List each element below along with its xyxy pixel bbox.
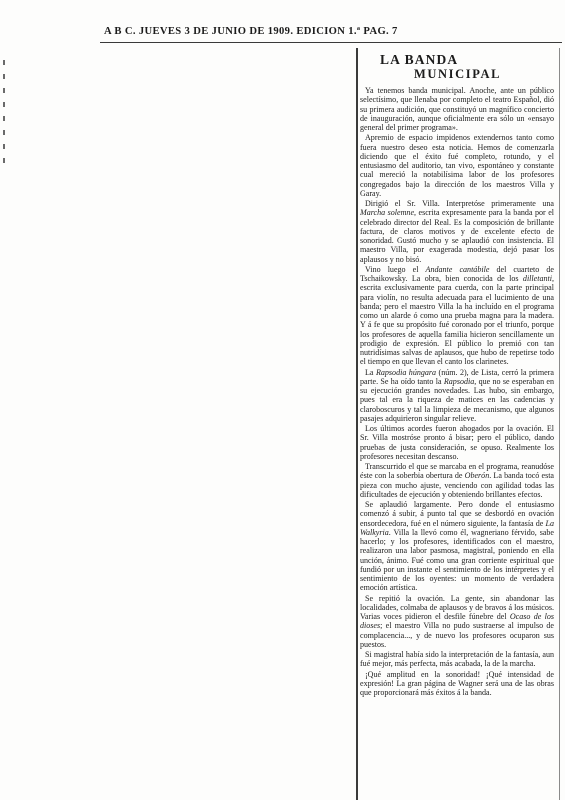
article-title	[372, 52, 560, 82]
article-title-line-2: MUNICIPAL	[414, 67, 502, 81]
article-title-line-1: LA BANDA	[380, 52, 459, 67]
italic-title: Rapsodia	[443, 376, 475, 386]
article-paragraph	[360, 670, 554, 698]
paragraph-text: Los últimos acordes fueron ahogados por la ovación. El Sr. Villa mostróse pronto á bisar; pero el público, dando pruebas de justa consideración, se opuso. Realmente los profesores necesitan descanso.	[360, 424, 554, 461]
article-paragraph	[360, 86, 554, 132]
italic-title: dilletanti	[522, 274, 552, 283]
article-paragraph	[360, 594, 554, 650]
italic-title: Andante cantábile	[425, 264, 490, 274]
article-paragraph	[360, 133, 554, 198]
paragraph-text: Se aplaudió largamente. Pero donde el entusiasmo comenzó á subir, á punto tal que se desbordó en ovación ensordecedora, fué en el número siguiente, la fantasía de	[360, 500, 554, 528]
paragraph-text: Si magistral había sido la interpretación de la fantasía, aun fué mejor, más perfecta, más acabada, la de la marcha.	[360, 650, 554, 669]
paragraph-text: . La banda tocó esta pieza con mucho ajuste, venciendo con agilidad todas las dificultades de ejecución y obteniendo brillantes efectos.	[360, 471, 555, 499]
article-paragraph	[360, 424, 554, 461]
article-paragraph	[360, 265, 554, 367]
italic-title: Ocaso de los dioses	[360, 612, 554, 631]
paragraph-text: Vino luego el	[365, 264, 426, 274]
paragraph-text: Transcurrido el que se marcaba en el programa, reanudóse éste con la soberbia obertura de	[360, 462, 554, 481]
paragraph-text: ¡Qué amplitud en la sonoridad! ¡Qué intensidad de expresión! La gran página de Wagner será una de las obras que proporcionará más éxitos á la banda.	[360, 669, 554, 697]
article-paragraph	[360, 462, 554, 499]
paragraph-text: . Villa la llevó como él, wagneriano férvido, sabe hacerlo; y los profesores, identificados con el maestro, realizaron una labor pasmosa, magistral, poniendo en ella unción, ánimo. Fué como una gran corriente espiritual que fundió por un instante el sentimiento de los intérpretes y el sentimiento de los oyentes: un momento de verdadera emoción artística.	[360, 527, 554, 593]
article-paragraph	[360, 650, 554, 669]
paragraph-text: Ya tenemos banda municipal. Anoche, ante un público selectísimo, que llenaba por completo el teatro Español, dió su primera audición, que constituyó un magnífico concierto de inauguración, aunque oficialmente era sólo un «ensayo general del primer programa».	[360, 86, 554, 132]
paragraph-text: Se repitió la ovación. La gente, sin abandonar las localidades, colmaba de aplausos y de bravos á los músicos. Varias voces pidieron el desfile fúnebre del	[360, 593, 554, 621]
article-paragraph	[360, 500, 554, 593]
page-header: A B C. JUEVES 3 DE JUNIO DE 1909. EDICION 1.ª PAG. 7	[104, 26, 398, 37]
paragraph-text: (núm. 2), de Lista, cerró la primera parte. Se ha oído tanto la	[360, 367, 554, 386]
header-rule	[100, 42, 562, 43]
article-paragraph	[360, 368, 554, 424]
italic-title: Oberón	[464, 471, 490, 481]
paragraph-text: , que no se esperaban en su ejecución grandes novedades. Las hubo, sin embargo, pues tal era la riqueza de matices en las cadencias y claroboscuros y tal la limpieza de mecanismo, que algunos pasajes adquirieron singular relieve.	[360, 376, 555, 423]
italic-title: Marcha solemne	[360, 208, 415, 218]
italic-title: La Walkyria	[360, 518, 554, 537]
paragraph-text: del cuarteto de Tschaikowsky. La obra, bien conocida de los	[360, 264, 554, 283]
paragraph-text: Dirigió el Sr. Villa. Interpretóse primeramente una	[365, 199, 554, 208]
binding-edge-marks	[2, 60, 6, 180]
article-body	[360, 86, 554, 792]
paragraph-text: , escrita expresamente para la banda por el celebrado director del Real. Es la composición de brillante factura, de claros motivos y de excelente efecto de sonoridad. Gustó mucho y se aplaudió con insistencia. El maestro Villa, por exagerada modestia, dejó pasar los aplausos y no bisó.	[360, 208, 554, 264]
article-paragraph	[360, 199, 554, 264]
paragraph-text: ; el maestro Villa no pudo sustraerse al impulso de complacencia..., y de nuevo los profesores ocuparon sus puestos.	[360, 621, 554, 649]
italic-title: Rapsodia húngara	[375, 367, 437, 377]
paragraph-text: , escrita exclusivamente para cuerda, con la parte principal para violín, no resulta adecuada para el lucimiento de una banda; pero el maestro Villa la ha incluído en el programa como un alarde ó como una prueba magna para la madera. Y á fe que su propósito fué coronado por el triunfo, porque los profesores de aquella familia hicieron sencillamente un prodigio de expresión. El público lo premió con tan nutridísimas salvas de aplausos, que hubo de repetirse todo el tiempo en que llevan el canto los clarinetes.	[360, 274, 554, 367]
paragraph-text: Apremio de espacio impidenos extendernos tanto como fuera nuestro deseo esta noticia. Hemos de comenzarla diciendo que el éxito fué completo, rotundo, y el entusiasmo del auditorio, tan vivo, espontáneo y constante cual mereció la notabilísima labor de los profesores congregados bajo la dirección de los maestros Villa y Garay.	[360, 133, 554, 198]
paragraph-text: La	[365, 367, 376, 377]
